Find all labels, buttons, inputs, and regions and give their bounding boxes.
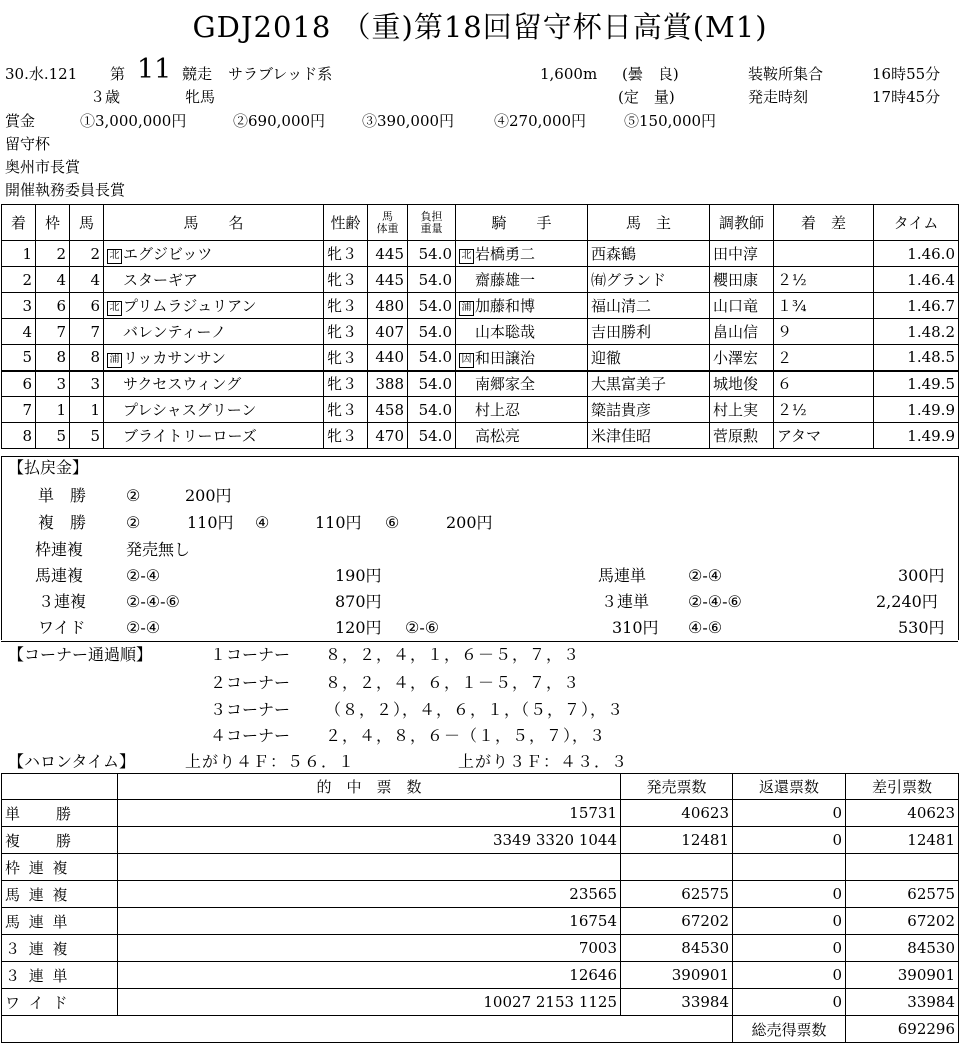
horse-name: サクセスウィング <box>123 375 242 394</box>
votes-refund: 0 <box>733 908 846 935</box>
votes-hit: 10027 2153 1125 <box>118 989 621 1016</box>
corner-header: 【コーナー通過順】 <box>8 645 153 664</box>
corner-3-label: ３コーナー <box>210 700 291 719</box>
result-owner: 簗詰貴彦 <box>588 397 710 423</box>
jockey-name: 岩橋勇二 <box>475 245 536 263</box>
umatan-combo: ②-④ <box>688 566 723 585</box>
prize-2: ②690,000円 <box>233 112 326 130</box>
result-sexage: 牝３ <box>324 397 368 423</box>
results-header-row <box>2 205 959 241</box>
votes-row <box>2 989 959 1016</box>
result-row <box>2 423 959 449</box>
result-time: 1.49.9 <box>874 397 959 423</box>
result-row <box>2 397 959 423</box>
result-jockey <box>456 345 588 371</box>
votes-refund: 0 <box>733 827 846 854</box>
votes-refund: 0 <box>733 800 846 827</box>
result-time: 1.48.2 <box>874 319 959 345</box>
wide-combo-1: ②-④ <box>126 618 161 637</box>
wide-label: ワイド <box>38 618 86 637</box>
votes-hit: 15731 <box>118 800 621 827</box>
result-sexage: 牝３ <box>324 241 368 267</box>
jockey-origin-mark: 北 <box>459 249 474 264</box>
result-burden: 54.0 <box>408 267 456 293</box>
votes-row <box>2 935 959 962</box>
votes-net: 33984 <box>846 989 959 1016</box>
jockey-name: 和田譲治 <box>475 348 536 367</box>
wide-amount-1: 120円 <box>335 618 382 637</box>
jockey-name: 加藤和博 <box>475 297 536 315</box>
votes-row <box>2 881 959 908</box>
race-weight-rule: (定 量) <box>618 88 675 106</box>
votes-refund: 0 <box>733 962 846 989</box>
result-row <box>2 345 959 371</box>
corner-4-order: ２，４，８，６－（１，５，７），３ <box>325 726 607 745</box>
result-owner: 西森鶴 <box>588 241 710 267</box>
prize-4: ④270,000円 <box>494 112 587 130</box>
result-trainer: 城地俊 <box>710 371 774 397</box>
col-margin: 着 差 <box>774 205 874 241</box>
race-age: ３歳 <box>90 88 121 106</box>
result-burden: 54.0 <box>408 371 456 397</box>
col-burden-line1: 負担 <box>420 209 443 223</box>
col-num: 馬 <box>70 205 104 241</box>
result-row <box>2 267 959 293</box>
corner-3-order: （８，２），４，６，１，（５，７），３ <box>325 700 625 719</box>
result-waku: 1 <box>36 397 70 423</box>
result-row <box>2 371 959 397</box>
result-rank: 5 <box>2 345 36 371</box>
sanrentan-combo: ②-④-⑥ <box>688 592 742 611</box>
votes-label: 枠 連 複 <box>2 854 118 881</box>
votes-table <box>1 773 959 1043</box>
votes-header-blank <box>2 774 118 800</box>
result-weight: 445 <box>368 241 408 267</box>
result-jockey <box>456 267 588 293</box>
horse-name: ブライトリーローズ <box>123 427 257 445</box>
jockey-name: 山本聡哉 <box>475 323 536 341</box>
result-sexage: 牝３ <box>324 293 368 319</box>
col-weight <box>368 205 408 241</box>
result-trainer: 菅原勲 <box>710 423 774 449</box>
votes-sold: 390901 <box>621 962 733 989</box>
wide-combo-3: ④-⑥ <box>688 618 723 637</box>
col-trainer: 調教師 <box>710 205 774 241</box>
fukusho-amount-2: 110円 <box>315 513 362 532</box>
votes-label: ３ 連 複 <box>2 935 118 962</box>
result-num: 2 <box>70 241 104 267</box>
col-waku: 枠 <box>36 205 70 241</box>
tansho-amount: 200円 <box>185 486 232 505</box>
jockey-name: 高松亮 <box>475 427 521 445</box>
result-waku: 6 <box>36 293 70 319</box>
result-margin: アタマ <box>774 423 874 449</box>
result-num: 5 <box>70 423 104 449</box>
result-owner: 迎徹 <box>588 345 710 371</box>
result-margin: １¾ <box>774 293 874 319</box>
result-row <box>2 319 959 345</box>
result-waku: 4 <box>36 267 70 293</box>
result-name <box>104 267 324 293</box>
sanrenpuku-label: ３連複 <box>38 592 87 611</box>
result-owner: 吉田勝利 <box>588 319 710 345</box>
fukusho-label: 複 勝 <box>38 513 87 532</box>
result-time: 1.48.5 <box>874 345 959 371</box>
race-sex: 牝馬 <box>185 88 216 106</box>
votes-hit: 23565 <box>118 881 621 908</box>
votes-col-sold: 発売票数 <box>621 774 733 800</box>
corner-1-label: １コーナー <box>210 645 291 664</box>
col-rank: 着 <box>2 205 36 241</box>
result-rank: 4 <box>2 319 36 345</box>
sanrenpuku-amount: 870円 <box>335 592 382 611</box>
result-weight: 480 <box>368 293 408 319</box>
award-1: 留守杯 <box>5 135 51 153</box>
results-table <box>1 204 959 449</box>
votes-label: 単 勝 <box>2 800 118 827</box>
payout-header: 【払戻金】 <box>8 458 89 477</box>
result-weight: 458 <box>368 397 408 423</box>
horse-origin-mark: 北 <box>107 301 122 316</box>
votes-sold: 33984 <box>621 989 733 1016</box>
jockey-name: 南郷家全 <box>475 375 536 394</box>
votes-net <box>846 854 959 881</box>
votes-hit <box>118 854 621 881</box>
fukusho-combo-3: ⑥ <box>385 513 400 532</box>
result-rank: 2 <box>2 267 36 293</box>
fukusho-amount-3: 200円 <box>446 513 493 532</box>
fukusho-combo-1: ② <box>126 513 141 532</box>
result-name <box>104 423 324 449</box>
horse-name: スターギア <box>123 271 199 289</box>
result-owner: 大黒富美子 <box>588 371 710 397</box>
payout-right-border <box>958 456 959 640</box>
col-weight-line2: 体重 <box>376 221 399 235</box>
votes-sold: 40623 <box>621 800 733 827</box>
votes-refund: 0 <box>733 881 846 908</box>
payout-top-border <box>1 456 958 457</box>
col-burden <box>408 205 456 241</box>
wakuren-label: 枠連複 <box>35 540 84 559</box>
result-name <box>104 241 324 267</box>
result-waku: 7 <box>36 319 70 345</box>
votes-row <box>2 854 959 881</box>
tansho-label: 単 勝 <box>38 486 87 505</box>
result-rank: 7 <box>2 397 36 423</box>
page-title: GDJ2018 （重)第18回留守杯日高賞(M1) <box>192 10 768 44</box>
result-trainer: 小澤宏 <box>710 345 774 371</box>
votes-sold: 12481 <box>621 827 733 854</box>
votes-label: 複 勝 <box>2 827 118 854</box>
votes-net: 62575 <box>846 881 959 908</box>
result-trainer: 畠山信 <box>710 319 774 345</box>
votes-hit: 7003 <box>118 935 621 962</box>
result-time: 1.46.0 <box>874 241 959 267</box>
result-margin: ６ <box>774 371 874 397</box>
result-row <box>2 293 959 319</box>
result-rank: 1 <box>2 241 36 267</box>
result-waku: 2 <box>36 241 70 267</box>
votes-refund <box>733 854 846 881</box>
result-margin: ２½ <box>774 267 874 293</box>
votes-col-net: 差引票数 <box>846 774 959 800</box>
result-burden: 54.0 <box>408 293 456 319</box>
wide-combo-2: ②-⑥ <box>405 618 440 637</box>
result-weight: 470 <box>368 423 408 449</box>
horse-name: プレシャスグリーン <box>123 401 257 419</box>
result-num: 7 <box>70 319 104 345</box>
umaren-label: 馬連複 <box>35 566 84 585</box>
result-time: 1.49.9 <box>874 423 959 449</box>
votes-hit: 16754 <box>118 908 621 935</box>
fukusho-amount-1: 110円 <box>187 513 234 532</box>
col-jockey: 騎 手 <box>456 205 588 241</box>
result-margin: ２ <box>774 345 874 371</box>
result-burden: 54.0 <box>408 319 456 345</box>
race-breed: サラブレッド系 <box>228 65 333 83</box>
col-time: タイム <box>874 205 959 241</box>
result-margin: ２½ <box>774 397 874 423</box>
wide-amount-3: 530円 <box>898 618 945 637</box>
tansho-combo: ② <box>126 486 141 505</box>
votes-row <box>2 800 959 827</box>
prize-label: 賞金 <box>5 112 36 130</box>
votes-row <box>2 827 959 854</box>
umaren-combo: ②-④ <box>126 566 161 585</box>
result-name <box>104 371 324 397</box>
votes-total-row <box>2 1016 959 1043</box>
result-trainer: 田中淳 <box>710 241 774 267</box>
result-waku: 5 <box>36 423 70 449</box>
horse-name: プリムラジュリアン <box>123 297 257 315</box>
votes-net: 84530 <box>846 935 959 962</box>
horse-origin-mark: 浦 <box>107 353 122 368</box>
result-weight: 440 <box>368 345 408 371</box>
wakuren-value: 発売無し <box>126 540 191 559</box>
result-time: 1.46.4 <box>874 267 959 293</box>
sanrenpuku-combo: ②-④-⑥ <box>126 592 180 611</box>
result-num: 4 <box>70 267 104 293</box>
result-waku: 3 <box>36 371 70 397</box>
prize-1: ①3,000,000円 <box>80 112 187 130</box>
corner-2-order: ８，２，４，６，１－５，７，３ <box>325 673 581 692</box>
col-sexage: 性齢 <box>324 205 368 241</box>
votes-net: 12481 <box>846 827 959 854</box>
furlong-last4: 上がり４Ｆ：５６．１ <box>185 752 356 771</box>
horse-name: リッカサンサン <box>123 348 226 367</box>
result-weight: 407 <box>368 319 408 345</box>
race-weather: (曇 良) <box>622 65 679 83</box>
wide-amount-2: 310円 <box>612 618 659 637</box>
result-rank: 3 <box>2 293 36 319</box>
result-time: 1.46.7 <box>874 293 959 319</box>
col-name: 馬 名 <box>104 205 324 241</box>
post-time: 17時45分 <box>872 88 941 106</box>
umaren-amount: 190円 <box>335 566 382 585</box>
col-weight-line1: 馬 <box>382 209 393 223</box>
result-burden: 54.0 <box>408 397 456 423</box>
result-sexage: 牝３ <box>324 319 368 345</box>
horse-name: エグジビッツ <box>123 245 213 263</box>
result-margin <box>774 241 874 267</box>
result-sexage: 牝３ <box>324 371 368 397</box>
corner-2-label: ２コーナー <box>210 673 291 692</box>
result-weight: 388 <box>368 371 408 397</box>
votes-label: ワ イ ド <box>2 989 118 1016</box>
result-name <box>104 397 324 423</box>
result-sexage: 牝３ <box>324 423 368 449</box>
result-sexage: 牝３ <box>324 345 368 371</box>
race-prefix: 第 <box>110 65 126 83</box>
race-suffix: 競走 <box>182 65 213 83</box>
result-jockey <box>456 293 588 319</box>
corner-top-border <box>1 641 958 642</box>
result-trainer: 山口竜 <box>710 293 774 319</box>
result-num: 8 <box>70 345 104 371</box>
result-rank: 8 <box>2 423 36 449</box>
result-burden: 54.0 <box>408 345 456 371</box>
result-margin: ９ <box>774 319 874 345</box>
votes-total-value: 692296 <box>846 1016 959 1043</box>
votes-refund: 0 <box>733 935 846 962</box>
result-jockey <box>456 397 588 423</box>
post-label: 発走時刻 <box>748 88 809 106</box>
votes-label: ３ 連 単 <box>2 962 118 989</box>
result-weight: 445 <box>368 267 408 293</box>
umatan-amount: 300円 <box>898 566 945 585</box>
furlong-header: 【ハロンタイム】 <box>8 752 136 771</box>
result-sexage: 牝３ <box>324 267 368 293</box>
votes-hit: 12646 <box>118 962 621 989</box>
col-burden-line2: 重量 <box>420 221 443 235</box>
result-burden: 54.0 <box>408 241 456 267</box>
votes-label: 馬 連 複 <box>2 881 118 908</box>
result-owner: 米津佳昭 <box>588 423 710 449</box>
result-burden: 54.0 <box>408 423 456 449</box>
result-waku: 8 <box>36 345 70 371</box>
result-jockey <box>456 371 588 397</box>
result-owner: ㈲グランド <box>588 267 710 293</box>
sanrentan-label: ３連単 <box>601 592 650 611</box>
fukusho-combo-2: ④ <box>255 513 270 532</box>
result-trainer: 櫻田康 <box>710 267 774 293</box>
payout-left-border <box>1 456 2 640</box>
votes-row <box>2 962 959 989</box>
gather-label: 装鞍所集合 <box>748 65 824 83</box>
sanrentan-amount: 2,240円 <box>876 592 938 611</box>
jockey-origin-mark: 浦 <box>459 301 474 316</box>
votes-sold: 62575 <box>621 881 733 908</box>
result-num: 1 <box>70 397 104 423</box>
votes-label: 馬 連 単 <box>2 908 118 935</box>
votes-col-hit: 的 中 票 数 <box>118 774 621 800</box>
votes-refund: 0 <box>733 989 846 1016</box>
result-time: 1.49.5 <box>874 371 959 397</box>
race-number: 11 <box>137 54 172 85</box>
corner-1-order: ８，２，４，１，６－５，７，３ <box>325 645 581 664</box>
horse-name: バレンティーノ <box>123 323 227 341</box>
result-num: 6 <box>70 293 104 319</box>
result-name <box>104 345 324 371</box>
result-name <box>104 319 324 345</box>
result-rank: 6 <box>2 371 36 397</box>
award-3: 開催執務委員長賞 <box>5 181 126 199</box>
result-jockey <box>456 423 588 449</box>
votes-net: 40623 <box>846 800 959 827</box>
votes-header-row <box>2 774 959 800</box>
gather-time: 16時55分 <box>872 65 941 83</box>
jockey-name: 村上忍 <box>475 401 521 419</box>
votes-col-refund: 返還票数 <box>733 774 846 800</box>
prize-3: ③390,000円 <box>362 112 455 130</box>
votes-row <box>2 908 959 935</box>
race-date: 30.水.121 <box>5 65 78 83</box>
votes-hit: 3349 3320 1044 <box>118 827 621 854</box>
votes-total-label: 総売得票数 <box>733 1016 846 1043</box>
result-row <box>2 241 959 267</box>
result-jockey <box>456 241 588 267</box>
votes-net: 67202 <box>846 908 959 935</box>
votes-sold <box>621 854 733 881</box>
furlong-last3: 上がり３Ｆ：４３．３ <box>458 752 629 771</box>
result-owner: 福山清二 <box>588 293 710 319</box>
race-distance: 1,600m <box>540 65 598 83</box>
prize-5: ⑤150,000円 <box>624 112 717 130</box>
votes-total-blank <box>2 1016 733 1043</box>
umatan-label: 馬連単 <box>598 566 647 585</box>
votes-sold: 84530 <box>621 935 733 962</box>
col-owner: 馬 主 <box>588 205 710 241</box>
jockey-name: 齋藤雄一 <box>475 271 536 289</box>
votes-sold: 67202 <box>621 908 733 935</box>
award-2: 奥州市長賞 <box>5 158 81 176</box>
result-jockey <box>456 319 588 345</box>
votes-net: 390901 <box>846 962 959 989</box>
horse-origin-mark: 北 <box>107 249 122 264</box>
result-num: 3 <box>70 371 104 397</box>
result-name <box>104 293 324 319</box>
jockey-origin-mark: 因 <box>459 353 474 368</box>
corner-4-label: ４コーナー <box>210 726 291 745</box>
result-trainer: 村上実 <box>710 397 774 423</box>
